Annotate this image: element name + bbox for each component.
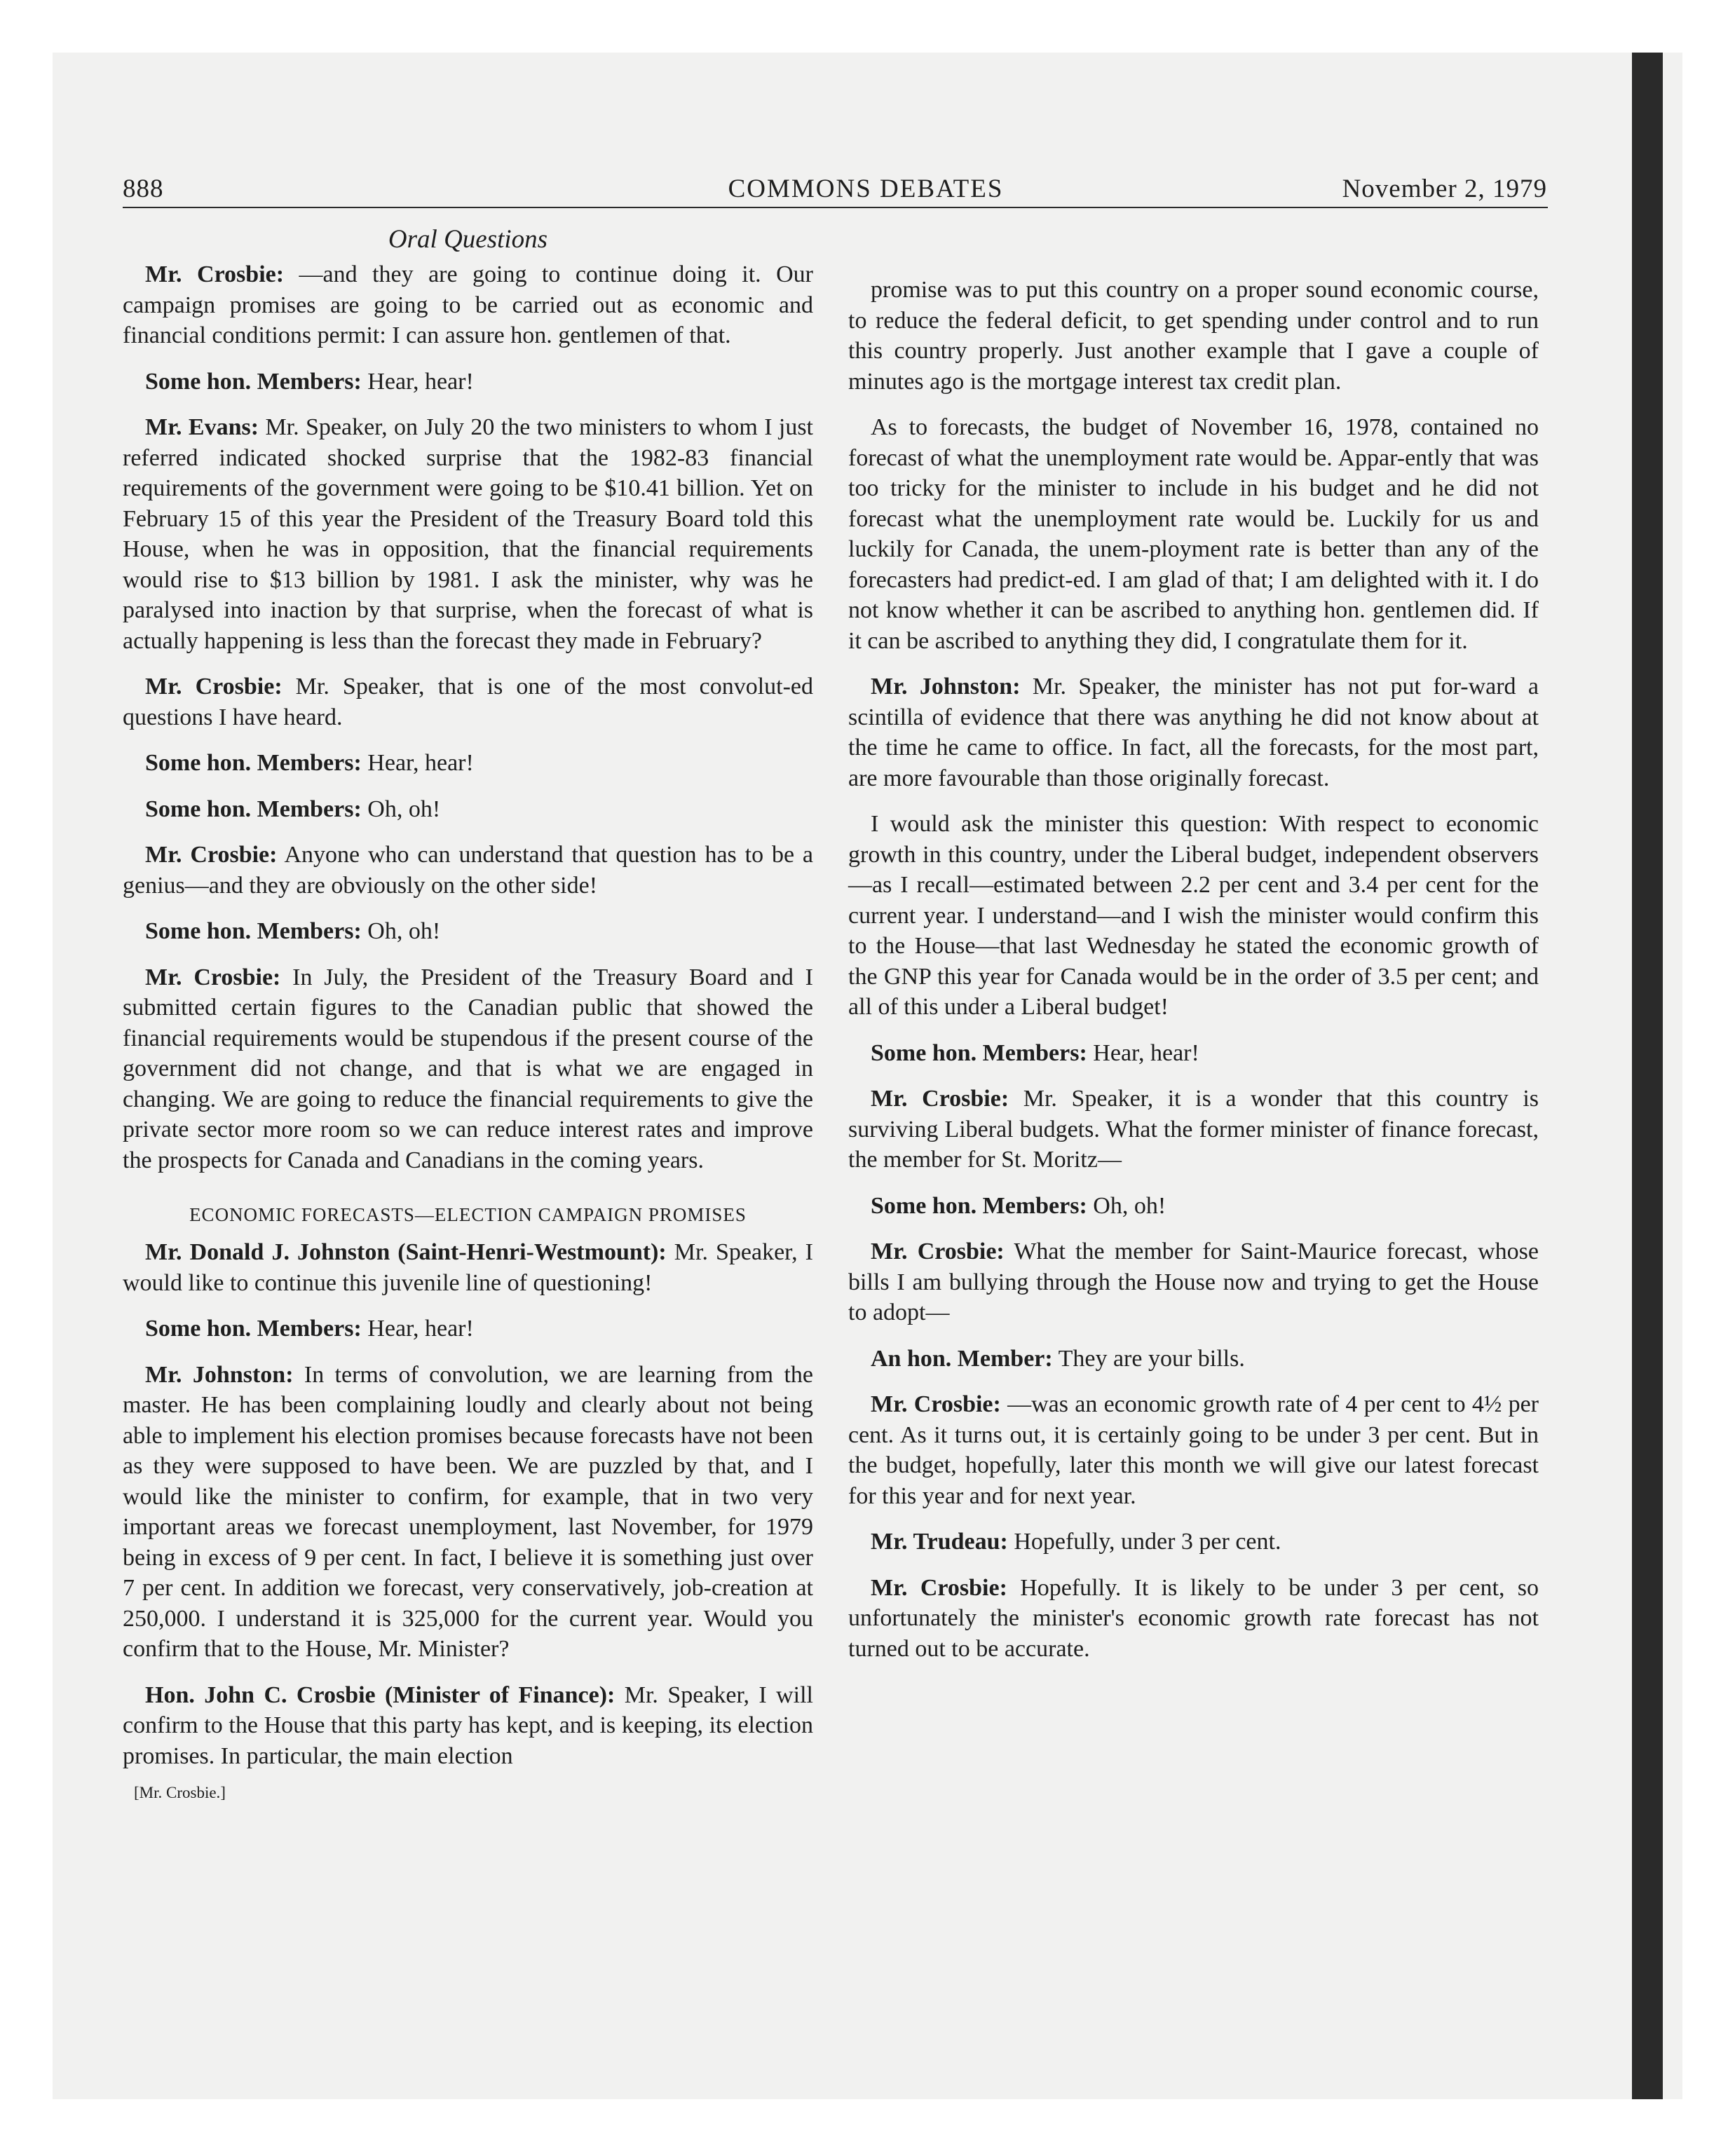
- speech-text: Hear, hear!: [361, 750, 474, 776]
- speech-text: Mr. Speaker, that is one of the most convolut-ed questions I have heard.: [123, 674, 814, 730]
- speech-paragraph: [848, 412, 1539, 656]
- page-number: 888: [123, 175, 164, 203]
- speech-paragraph: [848, 1573, 1539, 1665]
- speech-paragraph: [848, 671, 1539, 793]
- speech-paragraph: [848, 1038, 1539, 1069]
- speech-text: I would ask the minister this question: With respect to economic growth in this country, under the Liberal budget, independent observers—as I recall—estimated between 2.2 per cent and 3.4 per cent for the current year. I understand—and I wish the minister would confirm this to the House—that last Wednesday he stated the economic growth of the GNP this year for Canada would be in the order of 3.5 per cent; and all of this under a Liberal budget!: [848, 811, 1539, 1020]
- speech-text: Hear, hear!: [1087, 1039, 1199, 1066]
- speech-text: In July, the President of the Treasury Board and I submitted certain figures to the Canadian public that showed the financial requirements would be stupendous if the present course of the government did not change, and that is what we are engaged in changing. We are going to reduce the financial requirements to give the private sector more room so we can reduce interest rates and improve the prospects for Canada and Canadians in the coming years.: [123, 964, 814, 1173]
- speech-paragraph: [848, 1344, 1539, 1374]
- speaker-name: Mr. Crosbie:: [145, 964, 281, 990]
- speech-paragraph: [848, 1389, 1539, 1511]
- speech-paragraph: [123, 1360, 813, 1665]
- speech-paragraph: [123, 367, 813, 397]
- speech-text: Mr. Speaker, it is a wonder that this country is surviving Liberal budgets. What the former minister of finance forecast, the member for St. Moritz—: [848, 1086, 1539, 1173]
- speech-text: promise was to put this country on a proper sound economic course, to reduce the federal deficit, to get spending under control and to run this country properly. Just another example that I gave a couple of minutes ago is the mortgage interest tax credit plan.: [848, 277, 1539, 395]
- speaker-name: Mr. Donald J. Johnston (Saint-Henri-Westmount):: [145, 1239, 667, 1265]
- speech-paragraph: [123, 259, 813, 351]
- speaker-name: Some hon. Members:: [145, 750, 362, 776]
- speech-text: Hear, hear!: [361, 368, 474, 395]
- left-column: [123, 224, 813, 1803]
- speech-text: Oh, oh!: [361, 918, 441, 944]
- speaker-name: Mr. Johnston:: [871, 674, 1021, 700]
- speaker-name: Some hon. Members:: [871, 1192, 1087, 1219]
- speech-paragraph: [123, 1680, 813, 1772]
- speaker-name: Mr. Johnston:: [145, 1361, 294, 1388]
- speech-paragraph: [123, 671, 813, 732]
- section-heading: ECONOMIC FORECASTS—ELECTION CAMPAIGN PROMISES: [189, 1204, 747, 1225]
- speaker-name: Mr. Trudeau:: [871, 1529, 1008, 1555]
- speech-text: —was an economic growth rate of 4 per cent to 4½ per cent. As it turns out, it is certainly going to be under 3 per cent. But in the budget, hopefully, later this month we will give our latest forecast for this year and for next year.: [848, 1391, 1539, 1509]
- speech-paragraph: [848, 1084, 1539, 1175]
- speech-paragraph: [123, 748, 813, 779]
- speech-text: What the member for Saint-Maurice forecast, whose bills I am bullying through the House now and trying to get the House to adopt—: [848, 1239, 1539, 1325]
- speech-text: They are your bills.: [1052, 1345, 1245, 1372]
- speaker-name: Mr. Crosbie:: [871, 1239, 1005, 1264]
- speech-text: Mr. Speaker, I would like to continue this juvenile line of questioning!: [123, 1239, 813, 1296]
- speech-paragraph: [848, 1191, 1539, 1222]
- speaker-name: Mr. Crosbie:: [145, 842, 278, 868]
- speaker-name: Mr. Evans:: [145, 414, 259, 440]
- speaker-name: Some hon. Members:: [145, 796, 362, 822]
- speaker-name: An hon. Member:: [871, 1345, 1053, 1372]
- publication-title: COMMONS DEBATES: [728, 175, 1004, 203]
- speaker-name: Some hon. Members:: [145, 1316, 362, 1342]
- speech-paragraph: [848, 1236, 1539, 1328]
- speaker-name: Hon. John C. Crosbie (Minister of Finance):: [145, 1681, 615, 1708]
- speech-paragraph: [123, 1237, 813, 1298]
- scan-edge-bar: [1632, 53, 1663, 2099]
- speech-paragraph: [848, 275, 1539, 397]
- speaker-name: Mr. Crosbie:: [145, 261, 285, 287]
- speech-paragraph: [123, 1314, 813, 1344]
- right-column: [848, 275, 1539, 1679]
- speaker-name: Mr. Crosbie:: [871, 1574, 1007, 1601]
- speech-text: Hopefully, under 3 per cent.: [1007, 1529, 1281, 1555]
- speech-text: In terms of convolution, we are learning from the master. He has been complaining loudly and clearly about not being able to implement his election promises because forecasts have not been as they were supposed to have been. We are puzzled by that, and I would like the minister to confirm, for example, that in two very important areas we forecast unemployment, last November, for 1979 being in excess of 9 per cent. In fact, I believe it is something just over 7 per cent. In addition we forecast, very conservatively, job-creation at 250,000. I understand it is 325,000 for the current year. Would you confirm that to the House, Mr. Minister?: [123, 1361, 813, 1662]
- speech-text: As to forecasts, the budget of November 16, 1978, contained no forecast of what the unemployment rate would be. Appar-ently that was too tricky for the minister to include in his budget and he did not forecast what the unemployment rate would be. Luckily for us and luckily for Canada, the unem-ployment rate is better than any of the forecasters had predict-ed. I am glad of that; I am delighted with it. I do not know whether it can be ascribed to anything hon. gentlemen did. If it can be ascribed to anything they did, I congratulate them for it.: [848, 414, 1539, 654]
- speaker-name: Some hon. Members:: [871, 1039, 1087, 1066]
- header-rule: [123, 207, 1548, 208]
- section-label: Oral Questions: [388, 225, 548, 254]
- speech-text: Hopefully. It is likely to be under 3 per cent, so unfortunately the minister's economic growth rate forecast has not turned out to be accurate.: [848, 1574, 1539, 1662]
- speech-paragraph: [123, 840, 813, 901]
- page-date: November 2, 1979: [1342, 175, 1547, 203]
- speaker-note: [Mr. Crosbie.]: [134, 1784, 226, 1801]
- speaker-name: Mr. Crosbie:: [871, 1086, 1009, 1112]
- speaker-name: Mr. Crosbie:: [871, 1391, 1001, 1417]
- speech-text: —and they are going to continue doing it. Our campaign promises are going to be carried out as economic and financial conditions permit: I can assure hon. gentlemen of that.: [123, 261, 813, 348]
- speech-paragraph: [123, 412, 813, 656]
- speaker-name: Some hon. Members:: [145, 918, 362, 944]
- speech-paragraph: [123, 794, 813, 825]
- speech-paragraph: [123, 916, 813, 947]
- speech-paragraph: [848, 809, 1539, 1023]
- speech-paragraph: [848, 1527, 1539, 1557]
- speech-text: Mr. Speaker, on July 20 the two ministers to whom I just referred indicated shocked surprise that the 1982-83 financial requirements of the government were going to be $10.41 billion. Yet on February 15 of this year the President of the Treasury Board told this House, when he was in opposition, that the financial requirements would rise to $13 billion by 1981. I ask the minister, why was he paralysed into inaction by that surprise, when the forecast of what is actually happening is less than the forecast they made in February?: [123, 414, 814, 654]
- speech-text: Anyone who can understand that question has to be a genius—and they are obviously on the other side!: [123, 842, 813, 899]
- speech-text: Mr. Speaker, the minister has not put for-ward a scintilla of evidence that there was anything he did not know about at the time he came to office. In fact, all the forecasts, for the most part, are more favourable than those originally forecast.: [848, 674, 1539, 791]
- speech-text: Mr. Speaker, I will confirm to the House that this party has kept, and is keeping, its election promises. In particular, the main election: [123, 1681, 813, 1769]
- speech-text: Oh, oh!: [361, 796, 441, 822]
- speaker-name: Some hon. Members:: [145, 368, 362, 395]
- speech-text: Oh, oh!: [1087, 1192, 1166, 1219]
- speaker-name: Mr. Crosbie:: [145, 674, 283, 700]
- speech-text: Hear, hear!: [361, 1316, 474, 1342]
- speech-paragraph: [123, 962, 813, 1176]
